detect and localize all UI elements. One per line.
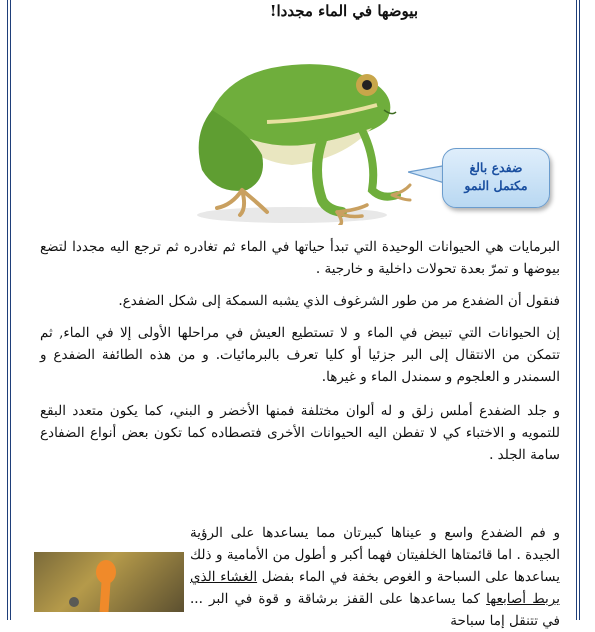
- paragraph-5-end: كما يساعدها على القفز برشاقة و قوة في البر ... في تتنقل إما سباحة: [190, 591, 560, 629]
- paragraph-3: إن الحيوانات التي تبيض في الماء و لا تستطيع العيش في مراحلها الأولى إلا في الماء, ثم تتمكن من الانتقال إلى البر جزئيا أو كليا تعرف بالبرمائيات. و من هذه الطائفة الضفدع و السمندر و العلجوم و سمندل الماء و غيرها.: [40, 325, 560, 385]
- frog-foot-shape: [34, 552, 184, 612]
- document-page: [22, 0, 568, 629]
- frog-foot-photo: [34, 552, 184, 612]
- callout-label: [442, 148, 550, 208]
- paragraph-4: و جلد الضفدع أملس زلق و له ألوان مختلفة فمنها الأخضر و البني، كما يكون متعدد البقع للتمويه و الاختباء كي لا تفطن اليه الحيوانات الأخرى فتصطاده كما تكون بعض أنواع الضفادع سامة الجلد .: [40, 403, 560, 463]
- paragraph-5-underlined: الغشاء الذي يربط أصابعها: [190, 569, 560, 607]
- callout-line1: ضفدع بالغ: [469, 160, 523, 175]
- paragraph-5: [190, 522, 560, 632]
- paragraph-2: فنقول أن الضفدع مر من طور الشرغوف الذي يشبه السمكة إلى شكل الضفدع.: [118, 293, 560, 309]
- callout-line2: مكتمل النمو: [464, 178, 528, 193]
- frog-illustration: [172, 40, 412, 225]
- paragraph-1: البرمايات هي الحيوانات الوحيدة التي تبدأ حياتها في الماء ثم تغادره ثم ترجع اليه مجددا لتضع بيوضها و تمرّ بعدة تحولات داخلية و خارجية .: [40, 239, 560, 277]
- heading-line: بيوضها في الماء مجددا!: [269, 2, 418, 20]
- paragraph-5-start: و فم الضفدع واسع و عيناها كبيرتان مما يساعدها على الرؤية الجيدة . اما قائمتاها الخلفيتان فهما أكبر و أطول من الأمامية و ذلك يساعدها على السباحة و الغوص بخفة في الماء بفضل: [190, 525, 560, 585]
